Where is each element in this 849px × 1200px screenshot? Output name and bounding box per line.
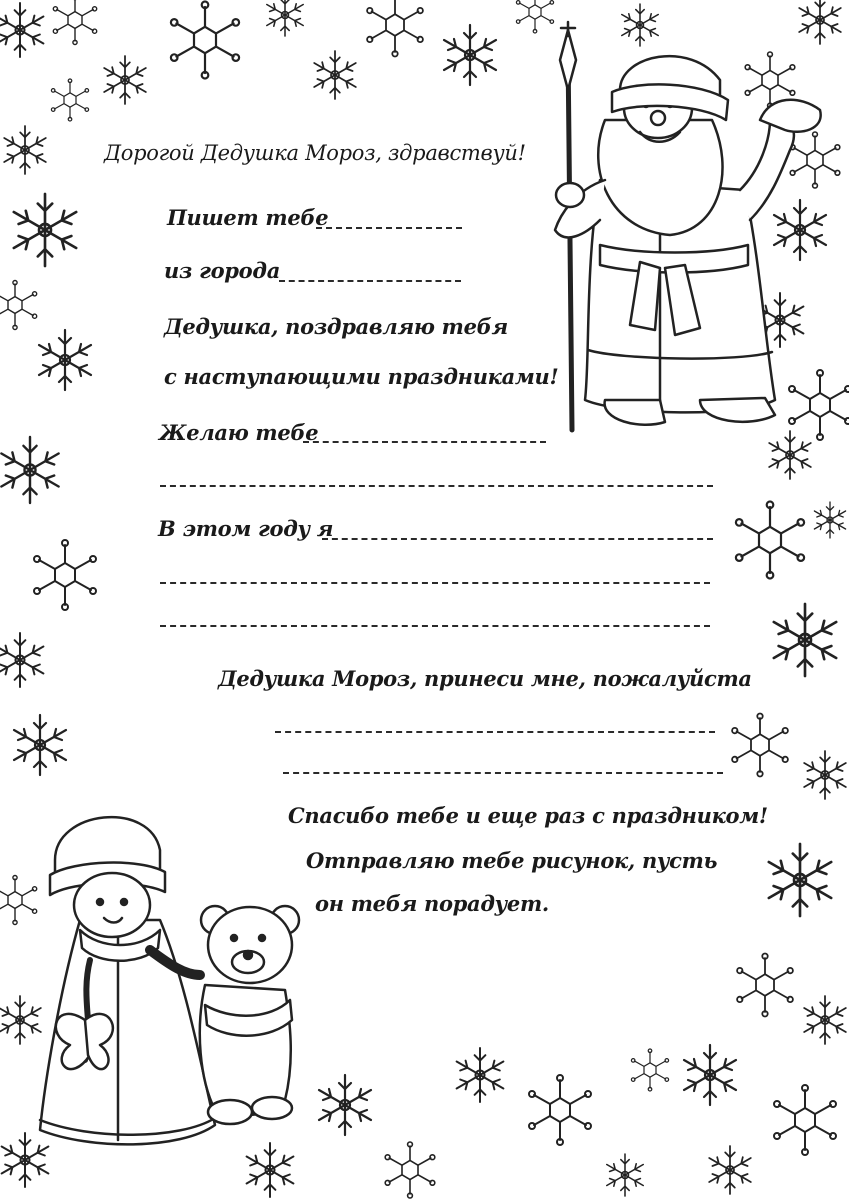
snowflake-icon bbox=[39, 330, 91, 390]
snowflake-icon bbox=[1, 437, 58, 503]
snowflake-icon bbox=[769, 431, 811, 479]
snowflake-icon bbox=[709, 1146, 751, 1194]
snowflake-icon bbox=[529, 1075, 591, 1145]
snowflake-icon bbox=[267, 0, 303, 36]
snowflake-icon bbox=[736, 502, 804, 579]
snowflake-icon bbox=[53, 0, 96, 45]
snowflake-icon bbox=[34, 540, 96, 610]
year-field-extra-2[interactable] bbox=[160, 625, 710, 627]
wish-field-extra[interactable] bbox=[160, 485, 713, 487]
snowflake-icon bbox=[314, 51, 356, 99]
snowflake-icon bbox=[385, 1142, 435, 1198]
snowflake-icon bbox=[732, 714, 788, 777]
snowflake-icon bbox=[4, 126, 46, 174]
snowflake-icon bbox=[14, 194, 76, 266]
snowflake-icon bbox=[171, 1, 239, 78]
snowflake-icon bbox=[804, 751, 846, 799]
gift-field-1[interactable] bbox=[275, 731, 715, 733]
snowflake-icon bbox=[516, 0, 553, 33]
snowflake-icon bbox=[247, 1143, 294, 1197]
thanks-line-1: Спасибо тебе и еще раз с праздником! bbox=[288, 803, 768, 828]
name-field[interactable] bbox=[316, 227, 462, 229]
snowflake-icon bbox=[444, 25, 496, 85]
snowflake-icon bbox=[0, 281, 37, 330]
snowflake-icon bbox=[367, 0, 423, 56]
city-label: из города bbox=[164, 258, 280, 283]
snegurochka-with-bear-icon bbox=[40, 817, 299, 1144]
snowflake-icon bbox=[769, 844, 831, 916]
snowflake-icon bbox=[0, 876, 37, 925]
year-field-extra-1[interactable] bbox=[160, 582, 710, 584]
thanks-line-2: Отправляю тебе рисунок, пусть bbox=[306, 848, 718, 873]
snowflake-icon bbox=[104, 56, 146, 104]
snowflake-icon bbox=[0, 996, 41, 1044]
snowflake-icon bbox=[0, 3, 43, 57]
congrats-line-2: с наступающими праздниками! bbox=[164, 364, 559, 389]
greeting: Дорогой Дедушка Мороз, здравствуй! bbox=[104, 141, 526, 165]
gift-field-2[interactable] bbox=[283, 772, 723, 774]
thanks-line-3: он тебя порадует. bbox=[315, 891, 549, 916]
wish-label: Желаю тебе bbox=[159, 420, 319, 445]
congrats-line-1: Дедушка, поздравляю тебя bbox=[164, 314, 508, 339]
snowflake-icon bbox=[814, 502, 845, 538]
snowflake-icon bbox=[789, 370, 849, 440]
snowflake-icon bbox=[804, 996, 846, 1044]
snowflake-icon bbox=[2, 1133, 49, 1187]
snowflake-icon bbox=[684, 1045, 736, 1105]
snowflake-icon bbox=[631, 1049, 668, 1091]
snowflake-icon bbox=[799, 0, 841, 44]
snowflake-icon bbox=[790, 132, 840, 188]
snowflake-icon bbox=[14, 715, 66, 775]
ded-moroz-icon bbox=[555, 22, 821, 430]
snowflake-icon bbox=[622, 4, 658, 46]
snowflake-icon bbox=[457, 1048, 504, 1102]
snowflake-icon bbox=[319, 1075, 371, 1135]
year-label: В этом году я bbox=[158, 516, 334, 541]
city-field[interactable] bbox=[279, 280, 461, 282]
snowflake-icon bbox=[774, 604, 836, 676]
snowflake-icon bbox=[51, 79, 88, 121]
snowflake-icon bbox=[774, 200, 826, 260]
gift-request: Дедушка Мороз, принеси мне, пожалуйста bbox=[218, 666, 752, 691]
snowflake-icon bbox=[737, 954, 793, 1017]
snowflake-icon bbox=[774, 1085, 836, 1155]
snowflake-icon bbox=[607, 1154, 643, 1196]
snowflake-icon bbox=[0, 633, 43, 687]
from-label: Пишет тебе bbox=[167, 205, 329, 230]
year-field[interactable] bbox=[322, 538, 713, 540]
wish-field[interactable] bbox=[303, 441, 546, 443]
